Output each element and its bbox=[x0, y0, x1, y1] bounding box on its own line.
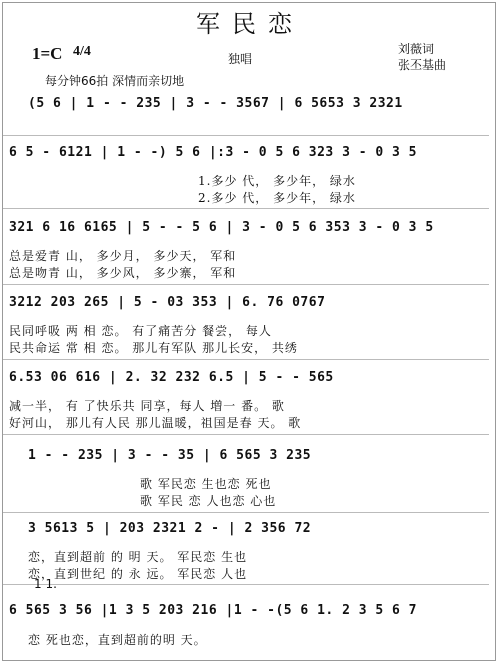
system-divider bbox=[3, 512, 489, 513]
system-7-lyric-2: 恋，直到世纪 的 永 远。 军民恋 人也 bbox=[28, 567, 248, 581]
system-8-notes: 6 565 3 56 |1 3 5 203 216 |1 - -(5 6 1. 2 3 5 6 7 bbox=[9, 603, 418, 618]
system-1-notes: (5 6 | 1 - - 235 | 3 - - 3567 | 6 5653 3 2321 bbox=[28, 96, 403, 111]
system-6-notes: 1 - - 235 | 3 - - 35 | 6 565 3 235 bbox=[28, 448, 312, 463]
volta-marker: 1 1. bbox=[34, 577, 57, 591]
system-5-notes: 6.53 06 616 | 2. 32 232 6.5 | 5 - - 565 bbox=[9, 370, 334, 385]
system-3-lyric-1: 总是爱青 山， 多少月， 多少天， 军和 bbox=[9, 249, 237, 263]
system-divider bbox=[3, 434, 489, 435]
key-signature: 1=C bbox=[32, 44, 63, 63]
system-divider bbox=[3, 284, 489, 285]
system-3-lyric-2: 总是吻青 山， 多少风， 多少寨， 军和 bbox=[9, 266, 237, 280]
system-2-lyric-1: 1.多少 代， 多少年， 绿水 bbox=[198, 174, 356, 188]
system-4-lyric-1: 民同呼吸 两 相 恋。 有了痛苦分 餐尝， 每人 bbox=[9, 324, 272, 338]
system-7-lyric-1: 恋，直到超前 的 明 天。 军民恋 生也 bbox=[28, 550, 248, 564]
system-5-lyric-2: 好河山， 那儿有人民 那儿温暖，祖国是春 天。 歌 bbox=[9, 416, 302, 430]
time-signature: 4/4 bbox=[73, 44, 91, 59]
composer: 张丕基曲 bbox=[398, 58, 447, 72]
song-title: 军民恋 bbox=[196, 10, 304, 38]
system-divider bbox=[3, 359, 489, 360]
system-5-lyric-1: 减一半， 有 了快乐共 同享，每人 増一 番。 歌 bbox=[9, 399, 285, 413]
system-7-notes: 3 5613 5 | 203 2321 2 - | 2 356 72 bbox=[28, 521, 312, 536]
system-8-lyric-1: 恋 死也恋，直到超前的明 天。 bbox=[28, 633, 207, 647]
system-4-lyric-2: 民共命运 常 相 恋。 那儿有军队 那儿长安， 共绣 bbox=[9, 341, 298, 355]
system-6-lyric-1: 歌 军民恋 生也恋 死也 bbox=[140, 477, 272, 491]
system-2-notes: 6 5 - 6121 | 1 - -) 5 6 |:3 - 0 5 6 323 3 - 0 3 5 bbox=[9, 145, 418, 160]
tempo-marking: 每分钟66拍 深情而亲切地 bbox=[45, 74, 185, 88]
system-divider bbox=[3, 208, 489, 209]
lyricist: 刘薇词 bbox=[398, 42, 435, 56]
system-divider bbox=[3, 584, 489, 585]
system-divider bbox=[3, 135, 489, 136]
system-6-lyric-2: 歌 军民 恋 人也恋 心也 bbox=[140, 494, 277, 508]
voice-label: 独唱 bbox=[228, 52, 253, 66]
system-3-notes: 321 6 16 6165 | 5 - - 5 6 | 3 - 0 5 6 353 3 - 0 3 5 bbox=[9, 220, 434, 235]
system-4-notes: 3212 203 265 | 5 - 03 353 | 6. 76 0767 bbox=[9, 295, 326, 310]
system-2-lyric-2: 2.多少 代， 多少年， 绿水 bbox=[198, 191, 356, 205]
